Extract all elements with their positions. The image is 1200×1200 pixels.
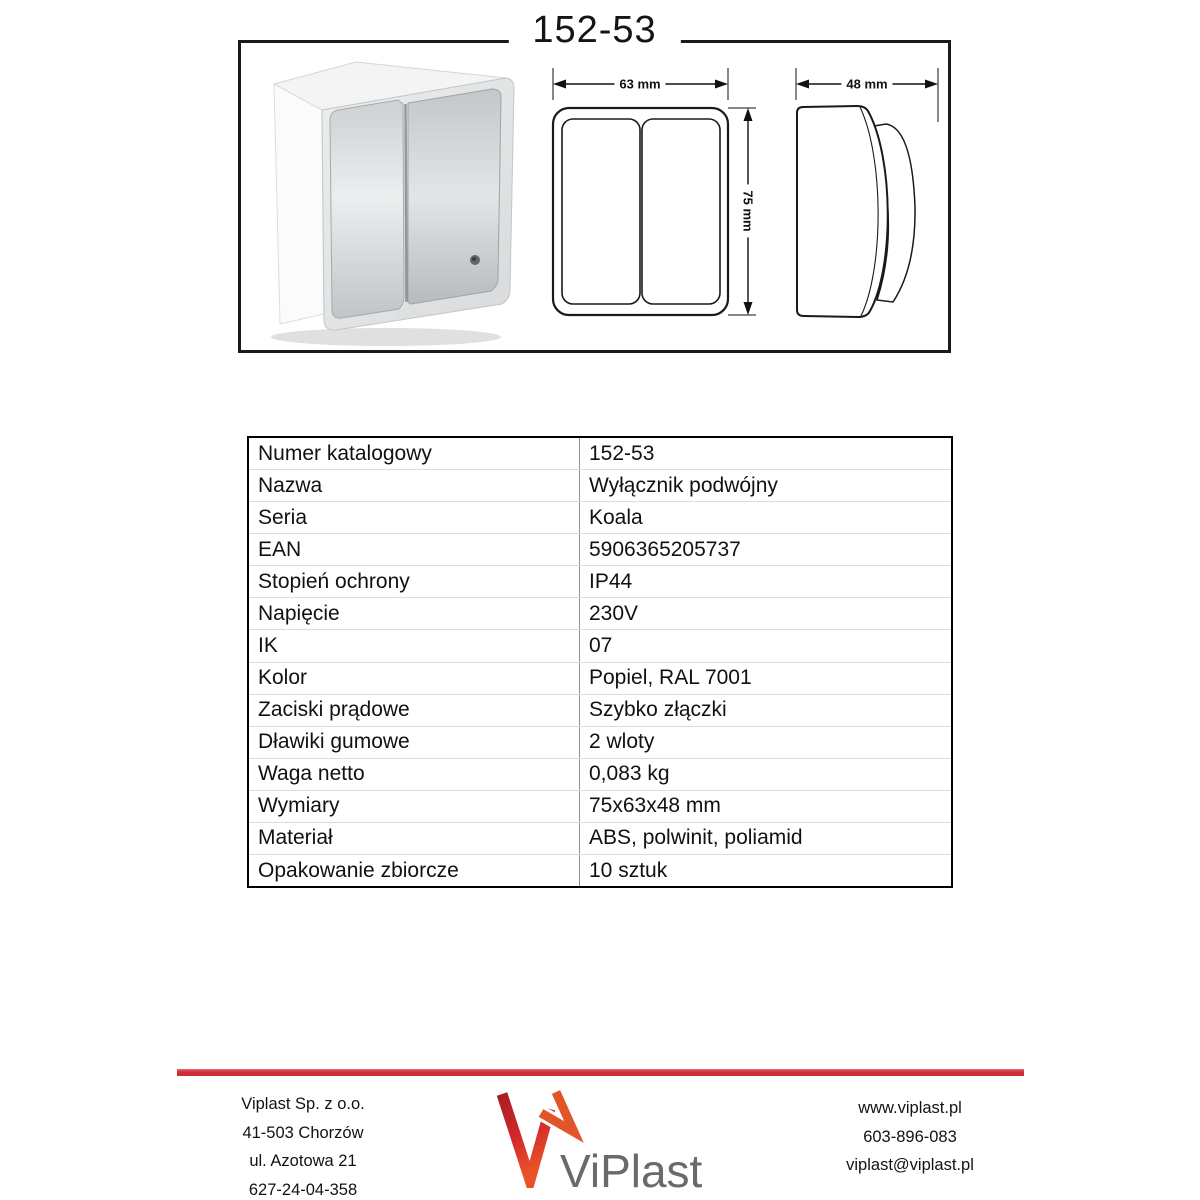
spec-value: 230V <box>579 598 951 629</box>
spec-label: Seria <box>258 505 308 529</box>
side-body-profile <box>797 106 888 317</box>
footer-contact-block <box>788 1094 1032 1180</box>
spec-value: IP44 <box>579 566 951 597</box>
spec-label: Dławiki gumowe <box>258 730 410 754</box>
spec-value: 10 sztuk <box>579 855 951 886</box>
footer-accent-bar <box>177 1069 1024 1076</box>
spec-label: Kolor <box>258 666 308 690</box>
front-width-dimension: 63 mm <box>614 77 665 92</box>
table-row <box>249 470 951 502</box>
table-row <box>249 566 951 598</box>
spec-value: 0,083 kg <box>579 759 951 790</box>
table-row <box>249 663 951 695</box>
spec-value: 07 <box>579 630 951 661</box>
rocker-divider <box>406 104 407 302</box>
table-row <box>249 855 951 886</box>
spec-label: Materiał <box>258 826 333 850</box>
front-height-dimension: 75 mm <box>741 184 756 237</box>
spec-value: 5906365205737 <box>579 534 951 565</box>
front-view-drawing <box>540 62 770 330</box>
footer-line: Viplast Sp. z o.o. <box>241 1095 365 1113</box>
spec-value: 2 wloty <box>579 727 951 758</box>
spec-value: Szybko złączki <box>579 695 951 726</box>
viplast-logo-text: ViPlast <box>560 1145 703 1197</box>
table-row <box>249 502 951 534</box>
spec-value: Koala <box>579 502 951 533</box>
spec-label: Waga netto <box>258 762 365 786</box>
spec-value: Wyłącznik podwójny <box>579 470 951 501</box>
footer-line: ul. Azotowa 21 <box>249 1152 357 1171</box>
footer-line: viplast@viplast.pl <box>846 1156 974 1174</box>
side-depth-dimension: 48 mm <box>841 77 892 92</box>
spec-value: 75x63x48 mm <box>579 791 951 822</box>
product-photo <box>258 52 543 348</box>
footer-line: 41-503 Chorzów <box>242 1123 364 1142</box>
arrowhead-down <box>744 302 753 315</box>
table-row <box>249 791 951 823</box>
switch-left-face <box>274 84 324 324</box>
spec-label: Zaciski prądowe <box>258 698 410 722</box>
table-row <box>249 759 951 791</box>
switch-rocker-right <box>408 89 501 304</box>
spec-label: Napięcie <box>258 601 340 625</box>
spec-value: 152-53 <box>579 438 951 469</box>
spec-value: ABS, polwinit, poliamid <box>579 823 951 854</box>
spec-label: Numer katalogowy <box>258 441 432 465</box>
spec-label: Wymiary <box>258 794 340 818</box>
footer-line: 627-24-04-358 <box>248 1180 358 1199</box>
indicator-dot-core <box>472 257 476 261</box>
footer-line: 603-896-083 <box>863 1127 957 1146</box>
arrowhead-up <box>744 108 753 121</box>
side-view-drawing <box>788 62 963 330</box>
photo-shadow <box>271 328 501 346</box>
footer-line: www.viplast.pl <box>858 1099 962 1117</box>
arrowhead-right <box>925 80 938 89</box>
arrowhead-left <box>553 80 566 89</box>
spec-label: Nazwa <box>258 473 323 497</box>
spec-label: IK <box>258 634 278 657</box>
spec-label: EAN <box>258 537 302 561</box>
switch-rocker-left <box>330 100 404 318</box>
table-row <box>249 823 951 855</box>
table-row <box>249 630 951 662</box>
table-row <box>249 534 951 566</box>
table-row <box>249 598 951 630</box>
arrowhead-right <box>715 80 728 89</box>
arrowhead-left <box>796 80 809 89</box>
table-row <box>249 695 951 727</box>
spec-table <box>247 436 953 888</box>
table-row <box>249 727 951 759</box>
footer-company-block <box>177 1090 429 1200</box>
catalog-number-title: 152-53 <box>508 9 680 51</box>
spec-label: Opakowanie zbiorcze <box>258 858 459 882</box>
spec-value: Popiel, RAL 7001 <box>579 663 951 694</box>
table-row <box>249 438 951 470</box>
spec-label: Stopień ochrony <box>258 569 410 593</box>
